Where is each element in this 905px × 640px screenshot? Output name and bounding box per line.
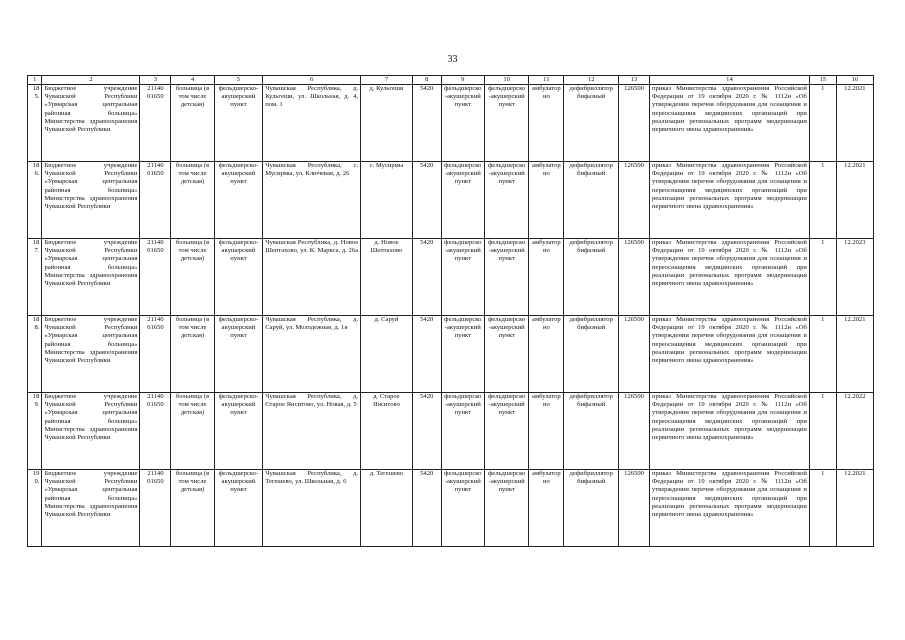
column-number: 14 — [650, 76, 810, 85]
locality-cell: д. Саруй — [361, 316, 413, 393]
legal-basis-cell: приказ Министерства здравоохранения Российской Федерации от 19 октября 2020 г. № 1112н «Об утверждении перечня оборудования для оснащения и переоснащения медицинских организаций при реализации региональных программ модернизации первичного звена здравоохранения» — [650, 85, 810, 162]
table-row — [28, 239, 874, 316]
subdivision-type-cell: фельдшерско-акушерский пункт — [441, 85, 484, 162]
legal-basis-cell: приказ Министерства здравоохранения Российской Федерации от 19 октября 2020 г. № 1112н «Об утверждении перечня оборудования для оснащения и переоснащения медицинских организаций при реализации региональных программ модернизации первичного звена здравоохранения» — [650, 393, 810, 470]
value-code-cell: 5420 — [412, 316, 441, 393]
unit-type-cell: фельдшерско-акушерский пункт — [214, 162, 262, 239]
organization-code-cell: 21140 01650 — [140, 316, 171, 393]
table-row — [28, 85, 874, 162]
value-code-cell: 5420 — [412, 393, 441, 470]
row-number-cell: 188. — [28, 316, 42, 393]
row-number-cell: 187. — [28, 239, 42, 316]
organization-code-cell: 21140 01650 — [140, 239, 171, 316]
column-number: 3 — [140, 76, 171, 85]
column-number: 2 — [42, 76, 140, 85]
equipment-count-cell: 1 — [809, 316, 836, 393]
column-number: 15 — [809, 76, 836, 85]
care-condition-cell: амбулаторно — [529, 316, 564, 393]
delivery-date-cell: 12.2022 — [836, 393, 873, 470]
organization-code-cell: 21140 01650 — [140, 162, 171, 239]
locality-cell: д. Старое Янситово — [361, 393, 413, 470]
row-number-cell: 185. — [28, 85, 42, 162]
unit-type-cell: фельдшерско-акушерский пункт — [214, 470, 262, 547]
delivery-date-cell: 12.2021 — [836, 85, 873, 162]
locality-cell: д. Новое Шептахово — [361, 239, 413, 316]
equipment-count-cell: 1 — [809, 393, 836, 470]
organization-name-cell: Бюджетное учреждение Чувашской Республики «Урмарская центральная районная больница» Министерства здравоохранения Чувашской Республики — [42, 85, 140, 162]
column-number: 6 — [263, 76, 361, 85]
equipment-table — [27, 75, 874, 547]
equipment-price-cell: 126500 — [619, 162, 650, 239]
subdivision-type-cell: фельдшерско-акушерский пункт — [441, 470, 484, 547]
column-number: 7 — [361, 76, 413, 85]
table-row — [28, 470, 874, 547]
unit-type-cell: фельдшерско-акушерский пункт — [214, 85, 262, 162]
subdivision-name-cell: фельдшерско-акушерский пункт — [484, 393, 528, 470]
column-number: 8 — [412, 76, 441, 85]
value-code-cell: 5420 — [412, 470, 441, 547]
care-condition-cell: амбулаторно — [529, 162, 564, 239]
subdivision-name-cell: фельдшерско-акушерский пункт — [484, 470, 528, 547]
table-row — [28, 393, 874, 470]
locality-cell: с. Мусирмы — [361, 162, 413, 239]
facility-type-cell: больница (в том числе детская) — [171, 393, 214, 470]
delivery-date-cell: 12.2021 — [836, 470, 873, 547]
address-cell: Чувашская Республика, д. Саруй, ул. Молодежная, д. 1я — [263, 316, 361, 393]
column-number: 11 — [529, 76, 564, 85]
locality-cell: д. Тегешево — [361, 470, 413, 547]
equipment-price-cell: 126500 — [619, 85, 650, 162]
legal-basis-cell: приказ Министерства здравоохранения Российской Федерации от 19 октября 2020 г. № 1112н «Об утверждении перечня оборудования для оснащения и переоснащения медицинских организаций при реализации региональных программ модернизации первичного звена здравоохранения» — [650, 470, 810, 547]
equipment-name-cell: дефибриллятор бифазный — [564, 393, 619, 470]
organization-code-cell: 21140 01650 — [140, 393, 171, 470]
equipment-name-cell: дефибриллятор бифазный — [564, 316, 619, 393]
equipment-name-cell: дефибриллятор бифазный — [564, 162, 619, 239]
column-number: 16 — [836, 76, 873, 85]
address-cell: Чувашская Республика, с. Мусирмы, ул. Ключевая, д. 26 — [263, 162, 361, 239]
table-row — [28, 162, 874, 239]
column-number: 4 — [171, 76, 214, 85]
subdivision-name-cell: фельдшерско-акушерский пункт — [484, 85, 528, 162]
equipment-count-cell: 1 — [809, 239, 836, 316]
value-code-cell: 5420 — [412, 162, 441, 239]
address-cell: Чувашская Республика, д. Кульгеши, ул. Школьная, д. 4, пом. 1 — [263, 85, 361, 162]
facility-type-cell: больница (в том числе детская) — [171, 470, 214, 547]
facility-type-cell: больница (в том числе детская) — [171, 162, 214, 239]
facility-type-cell: больница (в том числе детская) — [171, 316, 214, 393]
column-number-row — [28, 76, 874, 85]
legal-basis-cell: приказ Министерства здравоохранения Российской Федерации от 19 октября 2020 г. № 1112н «Об утверждении перечня оборудования для оснащения и переоснащения медицинских организаций при реализации региональных программ модернизации первичного звена здравоохранения» — [650, 162, 810, 239]
care-condition-cell: амбулаторно — [529, 85, 564, 162]
delivery-date-cell: 12.2021 — [836, 316, 873, 393]
row-number-cell: 186. — [28, 162, 42, 239]
unit-type-cell: фельдшерско-акушерский пункт — [214, 316, 262, 393]
organization-name-cell: Бюджетное учреждение Чувашской Республики «Урмарская центральная районная больница» Министерства здравоохранения Чувашской Республики — [42, 316, 140, 393]
equipment-price-cell: 126500 — [619, 239, 650, 316]
facility-type-cell: больница (в том числе детская) — [171, 239, 214, 316]
organization-name-cell: Бюджетное учреждение Чувашской Республики «Урмарская центральная районная больница» Министерства здравоохранения Чувашской Республики — [42, 162, 140, 239]
unit-type-cell: фельдшерско-акушерский пункт — [214, 239, 262, 316]
subdivision-name-cell: фельдшерско-акушерский пункт — [484, 162, 528, 239]
care-condition-cell: амбулаторно — [529, 393, 564, 470]
locality-cell: д. Кульгеши — [361, 85, 413, 162]
column-number: 1 — [28, 76, 42, 85]
column-number: 5 — [214, 76, 262, 85]
organization-code-cell: 21140 01650 — [140, 85, 171, 162]
equipment-name-cell: дефибриллятор бифазный — [564, 470, 619, 547]
subdivision-type-cell: фельдшерско-акушерский пункт — [441, 162, 484, 239]
equipment-count-cell: 1 — [809, 85, 836, 162]
facility-type-cell: больница (в том числе детская) — [171, 85, 214, 162]
delivery-date-cell: 12.2021 — [836, 162, 873, 239]
column-number: 10 — [484, 76, 528, 85]
legal-basis-cell: приказ Министерства здравоохранения Российской Федерации от 19 октября 2020 г. № 1112н «Об утверждении перечня оборудования для оснащения и переоснащения медицинских организаций при реализации региональных программ модернизации первичного звена здравоохранения» — [650, 239, 810, 316]
value-code-cell: 5420 — [412, 239, 441, 316]
column-number: 13 — [619, 76, 650, 85]
value-code-cell: 5420 — [412, 85, 441, 162]
equipment-name-cell: дефибриллятор бифазный — [564, 85, 619, 162]
subdivision-type-cell: фельдшерско-акушерский пункт — [441, 316, 484, 393]
equipment-price-cell: 126500 — [619, 316, 650, 393]
table-body — [28, 76, 874, 547]
row-number-cell: 189. — [28, 393, 42, 470]
page-number: 33 — [447, 54, 458, 65]
table-row — [28, 316, 874, 393]
column-number: 12 — [564, 76, 619, 85]
subdivision-type-cell: фельдшерско-акушерский пункт — [441, 393, 484, 470]
equipment-name-cell: дефибриллятор бифазный — [564, 239, 619, 316]
equipment-count-cell: 1 — [809, 162, 836, 239]
unit-type-cell: фельдшерско-акушерский пункт — [214, 393, 262, 470]
row-number-cell: 190. — [28, 470, 42, 547]
organization-name-cell: Бюджетное учреждение Чувашской Республики «Урмарская центральная районная больница» Министерства здравоохранения Чувашской Республики — [42, 470, 140, 547]
address-cell: Чувашская Республика, д. Тегешево, ул. Школьная, д. 6 — [263, 470, 361, 547]
organization-name-cell: Бюджетное учреждение Чувашской Республики «Урмарская центральная районная больница» Министерства здравоохранения Чувашской Республики — [42, 393, 140, 470]
column-number: 9 — [441, 76, 484, 85]
equipment-price-cell: 126500 — [619, 393, 650, 470]
address-cell: Чувашская Республика, д. Новое Шептахово, ул. К. Маркса, д. 26а — [263, 239, 361, 316]
subdivision-name-cell: фельдшерско-акушерский пункт — [484, 316, 528, 393]
equipment-count-cell: 1 — [809, 470, 836, 547]
care-condition-cell: амбулаторно — [529, 239, 564, 316]
address-cell: Чувашская Республика, д. Старое Янситово, ул. Новая, д. 5 — [263, 393, 361, 470]
delivery-date-cell: 12.2023 — [836, 239, 873, 316]
subdivision-name-cell: фельдшерско-акушерский пункт — [484, 239, 528, 316]
organization-code-cell: 21140 01650 — [140, 470, 171, 547]
subdivision-type-cell: фельдшерско-акушерский пункт — [441, 239, 484, 316]
care-condition-cell: амбулаторно — [529, 470, 564, 547]
legal-basis-cell: приказ Министерства здравоохранения Российской Федерации от 19 октября 2020 г. № 1112н «Об утверждении перечня оборудования для оснащения и переоснащения медицинских организаций при реализации региональных программ модернизации первичного звена здравоохранения» — [650, 316, 810, 393]
equipment-price-cell: 126500 — [619, 470, 650, 547]
organization-name-cell: Бюджетное учреждение Чувашской Республики «Урмарская центральная районная больница» Министерства здравоохранения Чувашской Республики — [42, 239, 140, 316]
